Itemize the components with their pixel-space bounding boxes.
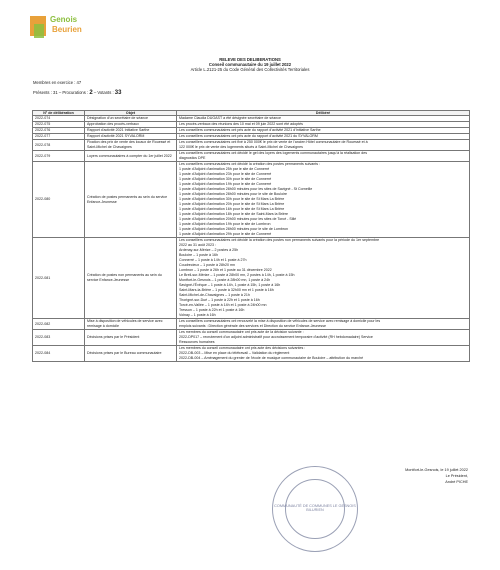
decision-line: Montfort-le-Gesnois – 1 poste à 28h00 mn, 1 poste à 24h [179,278,271,282]
signature-place-date: Montfort-le-Gesnois, le 19 juillet 2022 [405,468,468,472]
decision-line: Les membres du conseil communautaire ont pris acte de la décision suivante : [179,330,304,334]
decision-line: Les membres du conseil communautaire ont pris acte des décisions suivantes : [179,346,306,350]
deliberation-decision [177,151,470,162]
decision-line: 1 poste d'Adjoint d'animation 30h pour le site de St Mars La Brière [179,197,285,201]
decision-line: 1 poste d'Adjoint d'animation 23h pour le site de Connerré [179,172,272,176]
logo [30,14,88,54]
decision-line: 1 poste d'Adjoint d'animation 29h pour le site de Connerré [179,232,272,236]
logo-mark-overlay [34,24,44,38]
decision-line: Connerré – 1 poste à 14h et 1 poste à 27h [179,258,247,262]
deliberation-decision [177,346,470,362]
decision-line: 2022 au 31 août 2023 : [179,243,216,247]
signature-name: André PICHE [445,480,468,484]
procurations-value: 2 [89,90,93,96]
decision-line: Thorigné-sur-Dué – 1 poste à 22h et 1 poste à 16h [179,298,260,302]
table-row [33,151,470,162]
header-num: N° de délibération [33,111,85,116]
deliberation-object: Désignation d'un secrétaire de séance [85,116,177,122]
deliberation-number: 2022-076 [33,128,85,134]
decision-line: Coudrecieux – 1 poste à 28h20 mn [179,263,235,267]
official-seal [272,466,358,552]
decision-line: Volnay – 1 poste à 16h [179,313,216,317]
logo-text-line2: Beurien [52,25,82,34]
deliberation-number: 2022-083 [33,330,85,346]
deliberation-number: 2022-074 [33,116,85,122]
deliberation-number: 2022-084 [33,346,85,362]
table-row [33,238,470,319]
logo-text-line1: Genois [50,15,78,24]
deliberation-decision [177,140,470,151]
decision-line: 1 poste d'Adjoint d'animation 20h pour le site de St Mars La Brière [179,202,285,206]
decision-line: 1 poste d'Adjoint d'animation 16h pour le site de St Mars La Brière [179,207,285,211]
decision-line: Les conseillers communautaires ont décidé la création des postes permanents suivants : [179,162,321,166]
table-row [33,346,470,362]
decision-line: Les conseillers communautaires ont décidé la création des postes non permanents suivants pour la période du 1er septembre [179,238,380,242]
decision-line: Les procès-verbaux des réunions des 10 mai et 09 juin 2022 sont été adoptés [179,122,303,126]
decision-line: Les conseillers communautaires ont fixé à 250 000€ le prix de vente de l'ancien Hôtel communautaire de Rouessé et à [179,140,368,144]
votants-label: – Votants : [92,90,115,95]
deliberation-object: Mise à disposition de véhicules de service avec remisage à domicile [85,319,177,330]
decision-line: Tresson – 1 poste à 22h et 1 poste à 16h [179,308,245,312]
deliberation-object: Décisions prises par le Bureau communautaire [85,346,177,362]
table-row [33,162,470,238]
decision-line: Savigné-l'Évêque – 1 poste à 14h, 1 poste à 15h, 1 poste à 16h [179,283,281,287]
deliberation-object: Approbation des procès-verbaux [85,122,177,128]
decision-line: Saint-Michel-de-Chavaignes – 1 poste à 21h [179,293,250,297]
decision-line: 1 poste d'Adjoint d'animation 30h pour le site de Connerré [179,177,272,181]
decision-line: 1 poste d'Adjoint d'animation 19h pour le site de Lombron [179,222,271,226]
deliberations-table [32,110,470,362]
decision-line: 2022-DB-004 – Aménagement du grenier de l'école de musique communautaire de Bouloire – attribution du marché [179,356,364,360]
attendance-line [33,90,121,96]
deliberation-decision [177,319,470,330]
deliberation-decision [177,162,470,238]
decision-line: 1 poste d'Adjoint d'animation 28h00 minutes pour le site de Bouloire [179,192,288,196]
decision-line: emplois suivants : Direction générale des services et Direction du service Enfance-Jeunesse [179,324,327,328]
header-objet: Objet [85,111,177,116]
decision-line: 1 poste d'Adjoint d'animation 19h pour le site de Connerré [179,182,272,186]
decision-line: Les conseillers communautaires ont renouvelé la mise à disposition de véhicules de service avec remisage à domicile pour les [179,319,381,323]
deliberation-decision [177,238,470,319]
deliberation-object: Loyers communautaires à compter du 1er juillet 2022 [85,151,177,162]
document-subtitle: Conseil communautaire du 19 juillet 2022 [208,62,292,67]
deliberation-object: Création de postes non permanents au sein du service Enfance-Jeunesse [85,238,177,319]
decision-line: Ardenay-sur-Mérize – 2 postes à 25h [179,248,239,252]
presents-label: Présents : 31 – Procurations : [33,90,90,95]
seal-text: COMMUNAUTÉ DE COMMUNES LE GESNOIS BILURIEN [274,504,356,512]
decision-line: Ressources humaines [179,340,215,344]
members-count: Membres en exercice : 47 [33,80,82,85]
table-row [33,330,470,346]
deliberation-number: 2022-080 [33,162,85,238]
deliberation-number: 2022-077 [33,134,85,140]
decision-line: 1 poste d'Adjoint d'animation 18h pour le site de Saint-Mars la Brière [179,212,289,216]
deliberation-object: Rapport d'activité 2021 SYVALORM [85,134,177,140]
decision-line: Les conseillers communautaires ont pris acte du rapport d'activité 2021 d'Initiative Sarthe [179,128,321,132]
deliberation-number: 2022-081 [33,238,85,319]
signature-role: Le Président, [445,474,468,478]
header-delibere: Délibéré [177,111,470,116]
decision-line: Les conseillers communautaires ont décidé le gel des loyers des logements communautaires jusqu'à la réalisation des [179,151,368,155]
deliberation-object: Rapport d'activité 2021 Initiative Sarthe [85,128,177,134]
decision-line: diagnostics DPE [179,156,206,160]
deliberation-number: 2022-078 [33,140,85,151]
decision-line: 2022-DB-003 – Mise en place du télétravail – Validation du règlement [179,351,290,355]
table-row [33,140,470,151]
decision-line: 1 poste d'Adjoint d'animation 20h00 minutes pour les sites de Torcé - Sillé [179,217,297,221]
decision-line: 1 poste d'Adjoint d'animation 25h par le site de Connerré [179,167,270,171]
table-row [33,319,470,330]
deliberation-object: Décisions prises par le Président [85,330,177,346]
votants-value: 33 [114,90,122,96]
decision-line: 2022-DP017 – recrutement d'un adjoint administratif pour accroissement temporaire d'activité (RH hebdomadaire) Service [179,335,373,339]
document-article: Article L.2121-25 du Code Général des Collectivités Territoriales [190,67,310,72]
deliberation-object: Création de postes permanents au sein du service Enfance-Jeunesse [85,162,177,238]
decision-line: Le Breil-sur-Mérize – 1 poste à 28h00 mn, 2 postes à 14h, 1 poste à 15h [179,273,295,277]
deliberation-number: 2022-082 [33,319,85,330]
deliberation-decision [177,330,470,346]
deliberation-object: Fixation des prix de vente des locaux de Rouessé et Saint-Michel de Chavaignes [85,140,177,151]
decision-line: Saint-Mars-la-Brière – 1 poste à 32h00 mn et 1 poste à 16h [179,288,274,292]
decision-line: Madame Claudia DUGAST a été désignée secrétaire de séance [179,116,282,120]
deliberation-number: 2022-075 [33,122,85,128]
document-title: RELEVE DES DELIBERATIONS [219,57,281,62]
deliberation-number: 2022-079 [33,151,85,162]
decision-line: Les conseillers communautaires ont pris acte du rapport d'activité 2021 du SYVALORM [179,134,318,138]
decision-line: Bouloire – 1 poste à 16h [179,253,218,257]
decision-line: Torcé-en-Vallée – 1 poste à 14h et 1 poste à 24h00 mn [179,303,267,307]
decision-line: 1 poste d'Adjoint d'animation 28h00 minutes pour le site de Lombron [179,227,289,231]
decision-line: 1 poste d'Adjoint d'animation 28h00 minutes pour les sites de Savigné - St Corneille [179,187,313,191]
decision-line: 122 000€ le prix de vente des logements situés à Saint-Michel de Chavaignes [179,145,303,149]
decision-line: Lombron – 1 poste à 26h et 1 poste au 31 décembre 2022 [179,268,272,272]
